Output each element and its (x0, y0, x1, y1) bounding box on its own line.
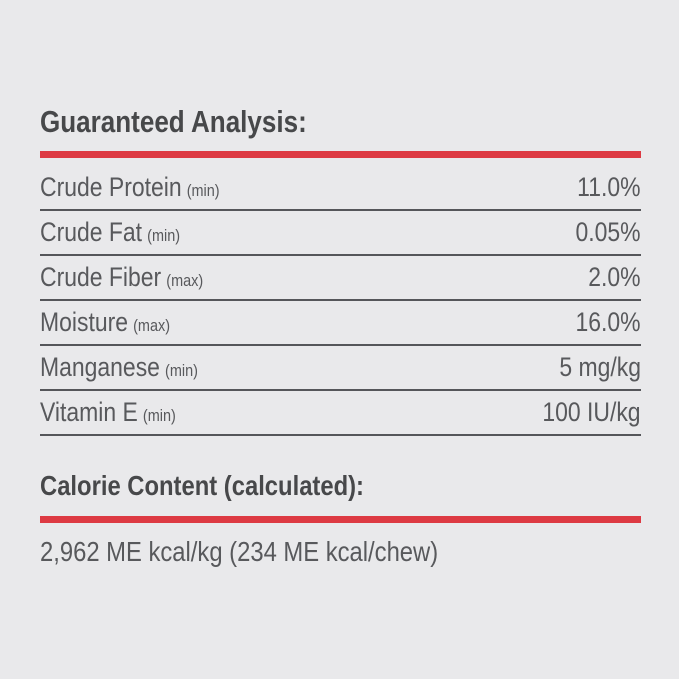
nutrient-qualifier: (min) (186, 181, 220, 200)
nutrient-qualifier: (max) (166, 271, 204, 290)
guaranteed-analysis-table (40, 166, 641, 436)
nutrient-name: Moisture (40, 307, 129, 337)
nutrient-name: Crude Fiber (40, 262, 162, 292)
nutrient-qualifier: (min) (147, 226, 181, 245)
nutrient-label (40, 262, 203, 293)
nutrient-qualifier: (min) (165, 361, 198, 380)
nutrient-value: 5 mg/kg (559, 352, 641, 382)
red-divider-rule-top (40, 151, 641, 158)
table-row (40, 301, 641, 346)
nutrient-label (40, 307, 170, 338)
nutrient-name: Vitamin E (40, 397, 138, 427)
table-row (40, 166, 641, 211)
table-row (40, 391, 641, 436)
nutrient-qualifier: (min) (142, 406, 176, 425)
nutrient-label (40, 172, 220, 203)
nutrient-value: 100 IU/kg (542, 397, 641, 427)
red-divider-rule-bottom (40, 516, 641, 523)
nutrient-value: 11.0% (577, 172, 641, 202)
nutrient-label (40, 217, 180, 248)
nutrient-name: Crude Protein (40, 172, 182, 202)
nutrient-name: Manganese (40, 352, 160, 382)
table-row (40, 256, 641, 301)
calorie-content-title: Calorie Content (calculated): (40, 470, 364, 501)
calorie-content-value: 2,962 ME kcal/kg (234 ME kcal/chew) (40, 536, 439, 567)
table-row (40, 211, 641, 256)
nutrient-name: Crude Fat (40, 217, 143, 247)
nutrient-value: 0.05% (575, 217, 641, 247)
nutrient-value: 16.0% (575, 307, 641, 337)
nutrient-qualifier: (max) (133, 316, 171, 335)
nutrient-value: 2.0% (588, 262, 641, 292)
guaranteed-analysis-title: Guaranteed Analysis: (40, 104, 307, 139)
nutrient-label (40, 352, 198, 383)
table-row (40, 346, 641, 391)
nutrient-label (40, 397, 176, 428)
